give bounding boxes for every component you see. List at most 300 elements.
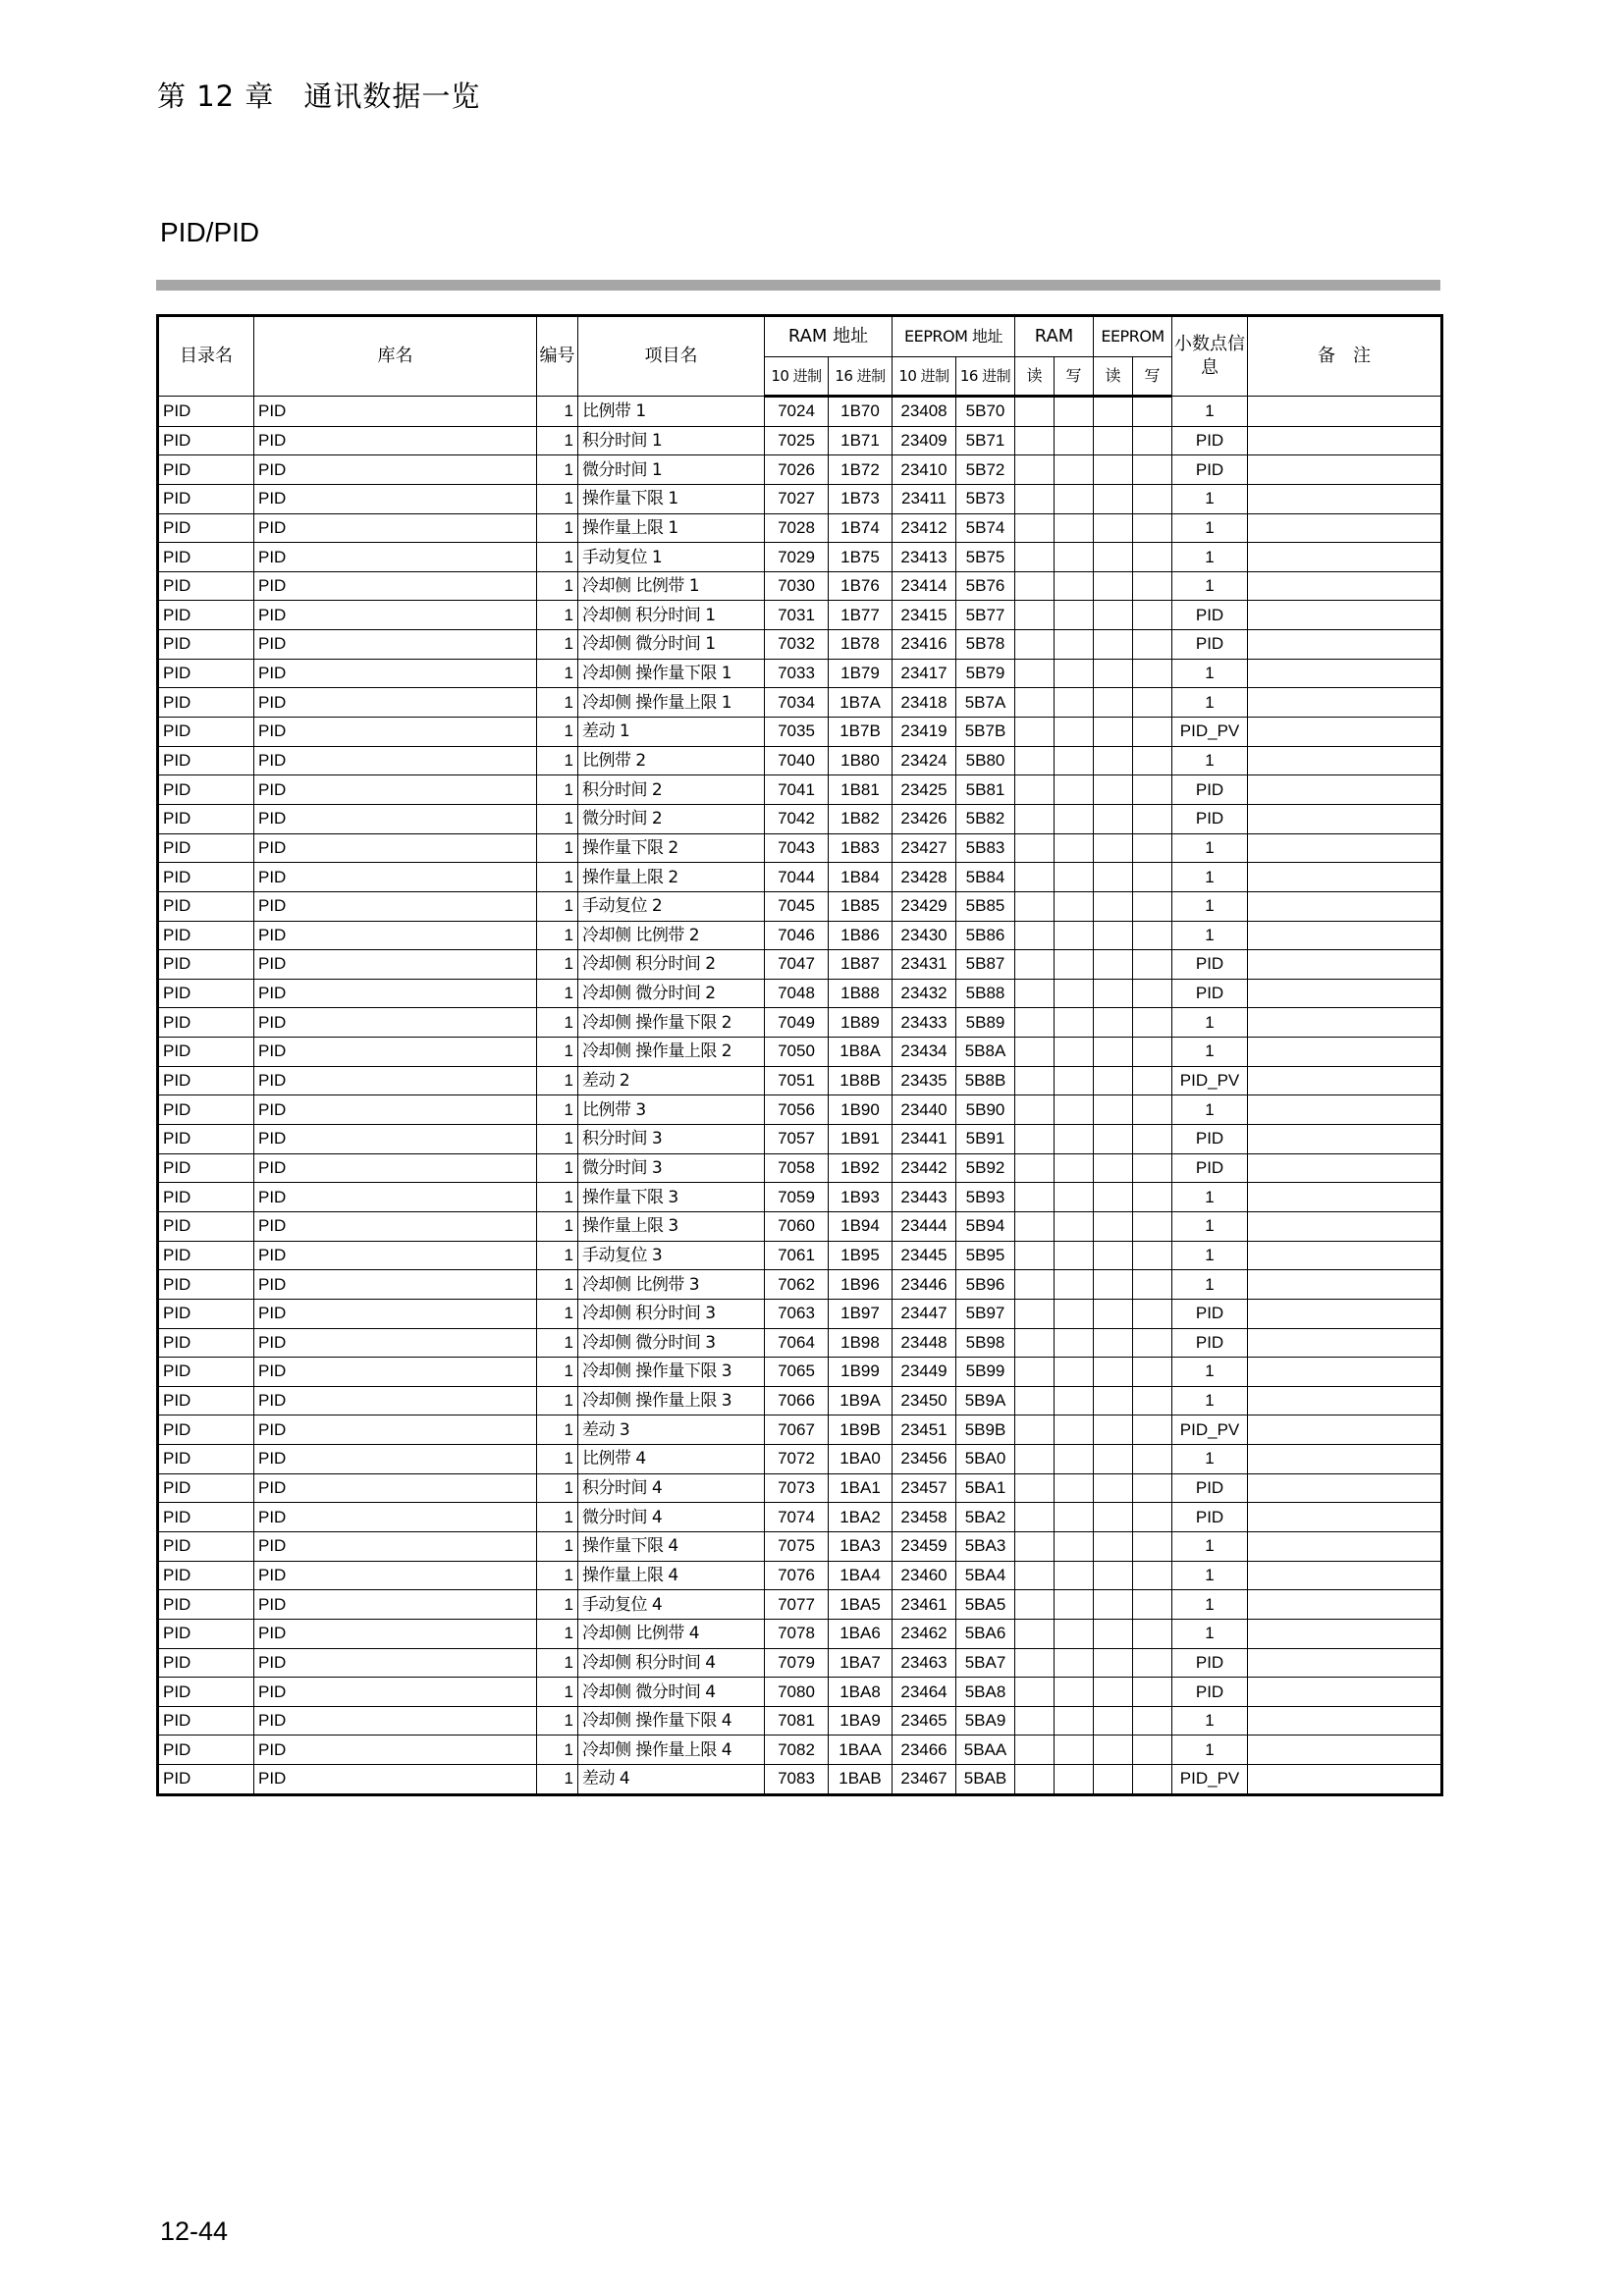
- cell-eeprom-hex: 5B76: [956, 571, 1015, 601]
- cell-lib: PID: [254, 1386, 537, 1415]
- cell-ram-dec: 7031: [765, 601, 829, 630]
- cell-ram-hex: 1B89: [829, 1008, 893, 1038]
- cell-no: 1: [537, 1678, 578, 1707]
- cell-eeprom-write: [1133, 1706, 1172, 1735]
- table-row: [158, 891, 1442, 921]
- cell-eeprom-read: [1094, 513, 1133, 543]
- cell-eeprom-write: [1133, 1473, 1172, 1503]
- header-eeprom: EEPROM: [1094, 316, 1172, 357]
- cell-decimal-info: 1: [1172, 1706, 1248, 1735]
- cell-ram-dec: 7044: [765, 863, 829, 892]
- cell-ram-dec: 7077: [765, 1590, 829, 1620]
- cell-decimal-info: 1: [1172, 746, 1248, 775]
- cell-ram-read: [1015, 1241, 1055, 1270]
- cell-no: 1: [537, 891, 578, 921]
- cell-lib: PID: [254, 1590, 537, 1620]
- table-row: [158, 1445, 1442, 1474]
- cell-no: 1: [537, 1765, 578, 1795]
- cell-eeprom-write: [1133, 1678, 1172, 1707]
- cell-dir: PID: [158, 1706, 254, 1735]
- table-row: [158, 1095, 1442, 1125]
- cell-lib: PID: [254, 1765, 537, 1795]
- cell-ram-dec: 7061: [765, 1241, 829, 1270]
- cell-eeprom-read: [1094, 746, 1133, 775]
- cell-no: 1: [537, 1561, 578, 1590]
- cell-ram-read: [1015, 1038, 1055, 1067]
- cell-no: 1: [537, 1183, 578, 1212]
- cell-ram-hex: 1BA1: [829, 1473, 893, 1503]
- cell-ram-hex: 1BA0: [829, 1445, 893, 1474]
- cell-eeprom-write: [1133, 601, 1172, 630]
- cell-eeprom-write: [1133, 950, 1172, 980]
- cell-eeprom-read: [1094, 455, 1133, 485]
- header-eeprom-dec: 10 进制: [893, 357, 956, 397]
- cell-dir: PID: [158, 863, 254, 892]
- cell-decimal-info: 1: [1172, 1445, 1248, 1474]
- cell-no: 1: [537, 979, 578, 1008]
- cell-ram-hex: 1B93: [829, 1183, 893, 1212]
- cell-eeprom-hex: 5B87: [956, 950, 1015, 980]
- cell-ram-read: [1015, 397, 1055, 427]
- cell-eeprom-read: [1094, 1531, 1133, 1561]
- cell-ram-write: [1055, 1299, 1094, 1328]
- cell-item: 手动复位 4: [578, 1590, 765, 1620]
- cell-ram-hex: 1B88: [829, 979, 893, 1008]
- cell-decimal-info: 1: [1172, 1590, 1248, 1620]
- cell-dir: PID: [158, 1328, 254, 1358]
- cell-ram-read: [1015, 601, 1055, 630]
- header-lib: 库名: [254, 316, 537, 397]
- cell-eeprom-write: [1133, 1445, 1172, 1474]
- header-eeprom-read: 读: [1094, 357, 1133, 397]
- cell-ram-read: [1015, 950, 1055, 980]
- cell-no: 1: [537, 775, 578, 805]
- cell-ram-dec: 7057: [765, 1125, 829, 1154]
- cell-lib: PID: [254, 979, 537, 1008]
- cell-eeprom-hex: 5B73: [956, 484, 1015, 513]
- cell-ram-write: [1055, 1153, 1094, 1183]
- table-row: [158, 1503, 1442, 1532]
- table-row: [158, 1648, 1442, 1678]
- cell-eeprom-dec: 23442: [893, 1153, 956, 1183]
- cell-ram-read: [1015, 1590, 1055, 1620]
- table-row: [158, 484, 1442, 513]
- cell-decimal-info: 1: [1172, 1183, 1248, 1212]
- cell-ram-write: [1055, 659, 1094, 688]
- cell-ram-dec: 7078: [765, 1619, 829, 1648]
- cell-eeprom-dec: 23463: [893, 1648, 956, 1678]
- cell-item: 冷却侧 操作量上限 3: [578, 1386, 765, 1415]
- cell-remark: [1248, 1473, 1442, 1503]
- table-row: [158, 1473, 1442, 1503]
- cell-decimal-info: 1: [1172, 1038, 1248, 1067]
- cell-eeprom-hex: 5BA6: [956, 1619, 1015, 1648]
- cell-dir: PID: [158, 688, 254, 718]
- cell-remark: [1248, 921, 1442, 950]
- cell-eeprom-read: [1094, 1473, 1133, 1503]
- cell-ram-write: [1055, 891, 1094, 921]
- cell-remark: [1248, 688, 1442, 718]
- cell-ram-dec: 7072: [765, 1445, 829, 1474]
- cell-eeprom-write: [1133, 1415, 1172, 1445]
- cell-decimal-info: 1: [1172, 571, 1248, 601]
- cell-ram-write: [1055, 688, 1094, 718]
- header-remark: 备 注: [1248, 316, 1442, 397]
- cell-decimal-info: 1: [1172, 1095, 1248, 1125]
- cell-lib: PID: [254, 1008, 537, 1038]
- cell-eeprom-dec: 23419: [893, 718, 956, 747]
- cell-remark: [1248, 804, 1442, 833]
- cell-eeprom-dec: 23434: [893, 1038, 956, 1067]
- cell-ram-dec: 7060: [765, 1211, 829, 1241]
- cell-dir: PID: [158, 746, 254, 775]
- cell-ram-read: [1015, 1211, 1055, 1241]
- cell-lib: PID: [254, 484, 537, 513]
- cell-eeprom-read: [1094, 1706, 1133, 1735]
- cell-eeprom-dec: 23414: [893, 571, 956, 601]
- cell-ram-dec: 7040: [765, 746, 829, 775]
- cell-eeprom-write: [1133, 1038, 1172, 1067]
- cell-item: 冷却侧 积分时间 4: [578, 1648, 765, 1678]
- cell-decimal-info: 1: [1172, 1270, 1248, 1300]
- table-row: [158, 1735, 1442, 1765]
- cell-dir: PID: [158, 630, 254, 660]
- table-row: [158, 833, 1442, 863]
- cell-ram-dec: 7042: [765, 804, 829, 833]
- cell-item: 操作量下限 3: [578, 1183, 765, 1212]
- cell-no: 1: [537, 513, 578, 543]
- cell-lib: PID: [254, 1619, 537, 1648]
- cell-eeprom-write: [1133, 891, 1172, 921]
- cell-eeprom-write: [1133, 746, 1172, 775]
- cell-eeprom-dec: 23464: [893, 1678, 956, 1707]
- table-row: [158, 1358, 1442, 1387]
- cell-no: 1: [537, 1008, 578, 1038]
- cell-eeprom-dec: 23409: [893, 426, 956, 455]
- cell-item: 冷却侧 操作量上限 2: [578, 1038, 765, 1067]
- cell-lib: PID: [254, 513, 537, 543]
- cell-decimal-info: PID_PV: [1172, 1765, 1248, 1795]
- cell-ram-write: [1055, 1008, 1094, 1038]
- cell-eeprom-write: [1133, 1531, 1172, 1561]
- cell-dir: PID: [158, 1095, 254, 1125]
- cell-eeprom-dec: 23413: [893, 543, 956, 572]
- cell-dir: PID: [158, 1241, 254, 1270]
- cell-lib: PID: [254, 1648, 537, 1678]
- table-row: [158, 746, 1442, 775]
- cell-remark: [1248, 891, 1442, 921]
- cell-ram-read: [1015, 1735, 1055, 1765]
- cell-eeprom-write: [1133, 659, 1172, 688]
- cell-ram-read: [1015, 718, 1055, 747]
- cell-eeprom-hex: 5B77: [956, 601, 1015, 630]
- cell-decimal-info: PID: [1172, 1153, 1248, 1183]
- cell-item: 冷却侧 微分时间 1: [578, 630, 765, 660]
- header-eeprom-hex: 16 进制: [956, 357, 1015, 397]
- section-divider: [156, 280, 1440, 291]
- cell-ram-write: [1055, 630, 1094, 660]
- cell-no: 1: [537, 397, 578, 427]
- cell-item: 冷却侧 积分时间 2: [578, 950, 765, 980]
- cell-dir: PID: [158, 775, 254, 805]
- cell-ram-hex: 1BA6: [829, 1619, 893, 1648]
- cell-ram-hex: 1B9B: [829, 1415, 893, 1445]
- cell-ram-write: [1055, 746, 1094, 775]
- cell-eeprom-dec: 23462: [893, 1619, 956, 1648]
- cell-eeprom-hex: 5B95: [956, 1241, 1015, 1270]
- cell-ram-dec: 7034: [765, 688, 829, 718]
- cell-decimal-info: 1: [1172, 513, 1248, 543]
- cell-item: 冷却侧 操作量下限 2: [578, 1008, 765, 1038]
- cell-eeprom-hex: 5B9B: [956, 1415, 1015, 1445]
- cell-lib: PID: [254, 426, 537, 455]
- cell-eeprom-read: [1094, 1648, 1133, 1678]
- cell-eeprom-hex: 5B81: [956, 775, 1015, 805]
- cell-eeprom-read: [1094, 1183, 1133, 1212]
- cell-dir: PID: [158, 950, 254, 980]
- cell-eeprom-read: [1094, 1445, 1133, 1474]
- cell-eeprom-hex: 5B84: [956, 863, 1015, 892]
- table-row: [158, 1241, 1442, 1270]
- cell-eeprom-write: [1133, 1270, 1172, 1300]
- cell-item: 手动复位 3: [578, 1241, 765, 1270]
- cell-ram-read: [1015, 1386, 1055, 1415]
- cell-ram-write: [1055, 543, 1094, 572]
- cell-no: 1: [537, 1211, 578, 1241]
- cell-eeprom-hex: 5B98: [956, 1328, 1015, 1358]
- cell-ram-hex: 1BA7: [829, 1648, 893, 1678]
- cell-eeprom-read: [1094, 1328, 1133, 1358]
- cell-eeprom-dec: 23443: [893, 1183, 956, 1212]
- cell-lib: PID: [254, 688, 537, 718]
- cell-eeprom-write: [1133, 1241, 1172, 1270]
- cell-ram-dec: 7079: [765, 1648, 829, 1678]
- cell-ram-dec: 7049: [765, 1008, 829, 1038]
- cell-ram-read: [1015, 630, 1055, 660]
- table-row: [158, 1765, 1442, 1795]
- header-ram-write: 写: [1055, 357, 1094, 397]
- cell-remark: [1248, 484, 1442, 513]
- cell-item: 冷却侧 比例带 1: [578, 571, 765, 601]
- cell-eeprom-hex: 5B71: [956, 426, 1015, 455]
- cell-eeprom-read: [1094, 1619, 1133, 1648]
- table-row: [158, 1678, 1442, 1707]
- cell-eeprom-hex: 5B8B: [956, 1066, 1015, 1095]
- cell-item: 差动 4: [578, 1765, 765, 1795]
- table-row: [158, 1183, 1442, 1212]
- cell-item: 差动 2: [578, 1066, 765, 1095]
- cell-eeprom-read: [1094, 1735, 1133, 1765]
- cell-ram-write: [1055, 1125, 1094, 1154]
- cell-ram-read: [1015, 1445, 1055, 1474]
- cell-ram-hex: 1B90: [829, 1095, 893, 1125]
- cell-eeprom-hex: 5B91: [956, 1125, 1015, 1154]
- cell-eeprom-hex: 5B7A: [956, 688, 1015, 718]
- cell-remark: [1248, 1561, 1442, 1590]
- header-eeprom-write: 写: [1133, 357, 1172, 397]
- cell-ram-read: [1015, 1619, 1055, 1648]
- cell-ram-read: [1015, 863, 1055, 892]
- cell-no: 1: [537, 950, 578, 980]
- cell-ram-hex: 1B7A: [829, 688, 893, 718]
- cell-lib: PID: [254, 1445, 537, 1474]
- cell-ram-write: [1055, 833, 1094, 863]
- cell-ram-write: [1055, 950, 1094, 980]
- cell-ram-read: [1015, 891, 1055, 921]
- cell-dir: PID: [158, 1008, 254, 1038]
- cell-eeprom-hex: 5B80: [956, 746, 1015, 775]
- cell-eeprom-hex: 5B85: [956, 891, 1015, 921]
- cell-eeprom-hex: 5BA4: [956, 1561, 1015, 1590]
- table-row: [158, 1328, 1442, 1358]
- cell-eeprom-write: [1133, 484, 1172, 513]
- cell-eeprom-dec: 23465: [893, 1706, 956, 1735]
- cell-eeprom-dec: 23435: [893, 1066, 956, 1095]
- cell-lib: PID: [254, 921, 537, 950]
- cell-eeprom-read: [1094, 804, 1133, 833]
- cell-ram-write: [1055, 1735, 1094, 1765]
- cell-lib: PID: [254, 1561, 537, 1590]
- cell-ram-dec: 7051: [765, 1066, 829, 1095]
- cell-eeprom-write: [1133, 863, 1172, 892]
- cell-ram-read: [1015, 1183, 1055, 1212]
- cell-ram-read: [1015, 1299, 1055, 1328]
- cell-no: 1: [537, 1358, 578, 1387]
- cell-eeprom-dec: 23450: [893, 1386, 956, 1415]
- cell-dir: PID: [158, 1648, 254, 1678]
- cell-ram-dec: 7063: [765, 1299, 829, 1328]
- cell-item: 冷却侧 操作量下限 4: [578, 1706, 765, 1735]
- cell-lib: PID: [254, 1735, 537, 1765]
- cell-no: 1: [537, 1503, 578, 1532]
- cell-item: 操作量下限 4: [578, 1531, 765, 1561]
- cell-remark: [1248, 979, 1442, 1008]
- cell-eeprom-hex: 5BA0: [956, 1445, 1015, 1474]
- cell-item: 积分时间 2: [578, 775, 765, 805]
- cell-dir: PID: [158, 1445, 254, 1474]
- cell-eeprom-dec: 23431: [893, 950, 956, 980]
- cell-ram-dec: 7028: [765, 513, 829, 543]
- cell-item: 操作量下限 1: [578, 484, 765, 513]
- cell-decimal-info: 1: [1172, 1619, 1248, 1648]
- cell-ram-dec: 7067: [765, 1415, 829, 1445]
- cell-lib: PID: [254, 1066, 537, 1095]
- cell-eeprom-read: [1094, 1590, 1133, 1620]
- cell-no: 1: [537, 1299, 578, 1328]
- cell-ram-hex: 1BA5: [829, 1590, 893, 1620]
- cell-eeprom-hex: 5B92: [956, 1153, 1015, 1183]
- table-row: [158, 571, 1442, 601]
- cell-lib: PID: [254, 1473, 537, 1503]
- cell-decimal-info: PID_PV: [1172, 718, 1248, 747]
- table-row: [158, 659, 1442, 688]
- cell-eeprom-read: [1094, 571, 1133, 601]
- cell-eeprom-write: [1133, 718, 1172, 747]
- cell-no: 1: [537, 746, 578, 775]
- cell-eeprom-write: [1133, 630, 1172, 660]
- cell-remark: [1248, 513, 1442, 543]
- cell-no: 1: [537, 1590, 578, 1620]
- table-row: [158, 1270, 1442, 1300]
- cell-eeprom-hex: 5BAB: [956, 1765, 1015, 1795]
- cell-dir: PID: [158, 891, 254, 921]
- cell-dir: PID: [158, 1183, 254, 1212]
- cell-dir: PID: [158, 1561, 254, 1590]
- cell-eeprom-hex: 5B9A: [956, 1386, 1015, 1415]
- cell-ram-hex: 1B81: [829, 775, 893, 805]
- cell-ram-dec: 7024: [765, 397, 829, 427]
- cell-ram-dec: 7041: [765, 775, 829, 805]
- cell-ram-dec: 7045: [765, 891, 829, 921]
- cell-no: 1: [537, 1241, 578, 1270]
- cell-eeprom-write: [1133, 513, 1172, 543]
- cell-eeprom-dec: 23444: [893, 1211, 956, 1241]
- cell-ram-hex: 1BAA: [829, 1735, 893, 1765]
- cell-eeprom-read: [1094, 950, 1133, 980]
- cell-eeprom-read: [1094, 1270, 1133, 1300]
- cell-eeprom-hex: 5BA3: [956, 1531, 1015, 1561]
- cell-eeprom-dec: 23430: [893, 921, 956, 950]
- cell-eeprom-read: [1094, 1415, 1133, 1445]
- cell-eeprom-read: [1094, 921, 1133, 950]
- cell-lib: PID: [254, 718, 537, 747]
- cell-item: 操作量上限 1: [578, 513, 765, 543]
- cell-ram-write: [1055, 1386, 1094, 1415]
- cell-item: 比例带 2: [578, 746, 765, 775]
- cell-ram-write: [1055, 1561, 1094, 1590]
- cell-eeprom-write: [1133, 1386, 1172, 1415]
- header-dir: 目录名: [158, 316, 254, 397]
- cell-lib: PID: [254, 1358, 537, 1387]
- cell-ram-read: [1015, 1125, 1055, 1154]
- cell-eeprom-read: [1094, 688, 1133, 718]
- table-row: [158, 1561, 1442, 1590]
- cell-eeprom-hex: 5B96: [956, 1270, 1015, 1300]
- cell-decimal-info: 1: [1172, 891, 1248, 921]
- cell-eeprom-hex: 5B94: [956, 1211, 1015, 1241]
- cell-eeprom-hex: 5B75: [956, 543, 1015, 572]
- cell-eeprom-read: [1094, 1153, 1133, 1183]
- cell-eeprom-dec: 23417: [893, 659, 956, 688]
- cell-ram-read: [1015, 1706, 1055, 1735]
- cell-decimal-info: PID: [1172, 950, 1248, 980]
- cell-lib: PID: [254, 1211, 537, 1241]
- cell-lib: PID: [254, 891, 537, 921]
- cell-lib: PID: [254, 659, 537, 688]
- cell-ram-dec: 7046: [765, 921, 829, 950]
- cell-eeprom-read: [1094, 630, 1133, 660]
- cell-decimal-info: PID_PV: [1172, 1415, 1248, 1445]
- cell-item: 操作量下限 2: [578, 833, 765, 863]
- cell-eeprom-write: [1133, 1095, 1172, 1125]
- cell-dir: PID: [158, 571, 254, 601]
- cell-eeprom-dec: 23446: [893, 1270, 956, 1300]
- cell-ram-dec: 7026: [765, 455, 829, 485]
- cell-eeprom-dec: 23461: [893, 1590, 956, 1620]
- cell-ram-hex: 1B82: [829, 804, 893, 833]
- cell-dir: PID: [158, 455, 254, 485]
- cell-ram-write: [1055, 1211, 1094, 1241]
- cell-remark: [1248, 1648, 1442, 1678]
- table-row: [158, 426, 1442, 455]
- cell-ram-write: [1055, 979, 1094, 1008]
- cell-ram-dec: 7073: [765, 1473, 829, 1503]
- cell-remark: [1248, 1706, 1442, 1735]
- cell-ram-write: [1055, 1066, 1094, 1095]
- cell-ram-write: [1055, 1445, 1094, 1474]
- cell-remark: [1248, 1590, 1442, 1620]
- cell-remark: [1248, 950, 1442, 980]
